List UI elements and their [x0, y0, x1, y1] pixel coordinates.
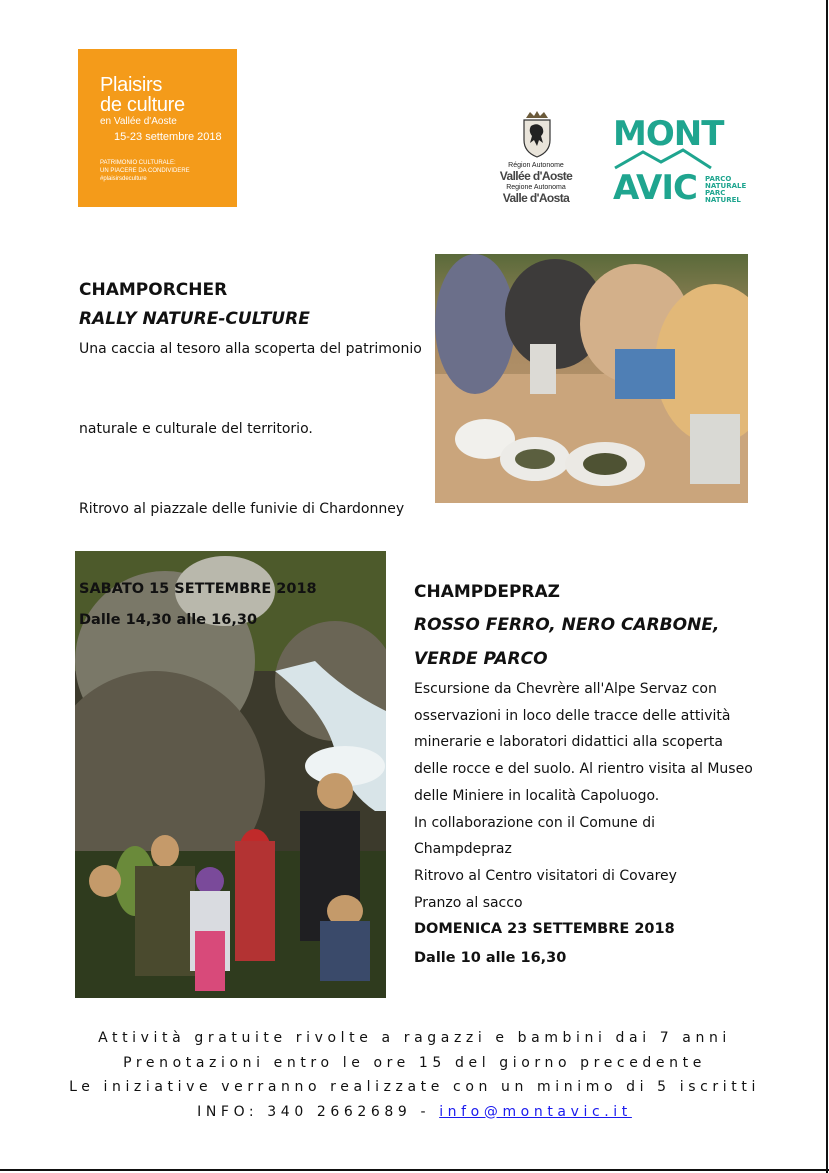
- page-border-right: [826, 0, 828, 1173]
- event-date: DOMENICA 23 SETTEMBRE 2018: [414, 921, 675, 938]
- region-crest-icon: [520, 110, 554, 158]
- footer-phone: INFO: 340 2662689 -: [197, 1103, 440, 1120]
- festival-logo-tag1: PATRIMONIO CULTURALE:: [100, 160, 176, 166]
- children-microscope-photo: [435, 254, 748, 503]
- region-logo-line1: Région Autonome: [508, 162, 564, 169]
- event-place: CHAMPDEPRAZ: [414, 582, 560, 602]
- event-time: Dalle 14,30 alle 16,30: [79, 612, 258, 628]
- footer-line1: Attività gratuite rivolte a ragazzi e bambini dai 7 anni: [98, 1030, 731, 1046]
- park-logo-tag3: PARC: [705, 189, 726, 197]
- event-description-line: Ritrovo al piazzale delle funivie di Chardonney: [79, 501, 405, 517]
- plaisirs-de-culture-logo: [78, 49, 237, 207]
- event-description-line: delle rocce e del suolo. Al rientro visita al Museo: [414, 761, 753, 778]
- festival-logo-line3: en Vallée d'Aoste: [100, 116, 177, 127]
- event-description-line: Ritrovo al Centro visitatori di Covarey: [414, 867, 677, 884]
- park-logo-line2: AVIC: [613, 168, 697, 208]
- event-title-line: ROSSO FERRO, NERO CARBONE,: [414, 615, 720, 635]
- event-champorcher: [79, 278, 424, 634]
- footer-line3: Le iniziative verranno realizzate con un minimo di 5 iscritti: [69, 1079, 760, 1095]
- event-description-line: In collaborazione con il Comune di: [414, 814, 655, 831]
- park-logo-tag1: PARCO: [705, 175, 732, 183]
- email-link[interactable]: info@montavic.it: [439, 1103, 632, 1120]
- mont-avic-park-logo: [613, 114, 753, 210]
- mountain-peak-icon: [613, 148, 713, 170]
- event-description-line: Escursione da Chevrère all'Alpe Servaz con: [414, 681, 717, 697]
- festival-logo-tag2: UN PIACERE DA CONDIVIDERE: [100, 168, 190, 174]
- event-place: CHAMPORCHER: [79, 280, 228, 300]
- footer-line2: Prenotazioni entro le ore 15 del giorno precedente: [123, 1054, 706, 1071]
- footer-contact: [0, 1100, 829, 1125]
- event-description-line: Pranzo al sacco: [414, 894, 523, 911]
- event-description-line: osservazioni in loco delle tracce delle attività: [414, 707, 731, 724]
- event-time: Dalle 10 alle 16,30: [414, 950, 567, 967]
- festival-logo-dates: 15-23 settembre 2018: [114, 131, 222, 143]
- event-date: SABATO 15 SETTEMBRE 2018: [79, 581, 317, 597]
- festival-logo-line1: Plaisirs: [100, 74, 163, 96]
- event-champdepraz: [414, 580, 774, 972]
- festival-logo-hashtag: #plaisirsdeculture: [100, 176, 147, 182]
- park-logo-tag4: NATUREL: [705, 196, 741, 204]
- park-logo-tag2: NATURALE: [705, 182, 747, 190]
- festival-logo-line2: de culture: [100, 94, 185, 116]
- footer-info: [0, 1026, 829, 1124]
- event-description-line: minerarie e laboratori didattici alla scoperta: [414, 734, 723, 751]
- event-description-line: Una caccia al tesoro alla scoperta del patrimonio: [79, 341, 422, 357]
- event-description-line: Champdepraz: [414, 841, 512, 858]
- region-valle-d-aosta-logo: [496, 110, 576, 208]
- event-title: RALLY NATURE-CULTURE: [79, 309, 310, 329]
- event-title-line: VERDE PARCO: [414, 649, 548, 669]
- event-description-line: delle Miniere in località Capoluogo.: [414, 787, 660, 804]
- event-description-line: naturale e culturale del territorio.: [79, 421, 313, 437]
- region-logo-line4: Valle d'Aosta: [502, 191, 570, 205]
- region-logo-line3: Regione Autonoma: [506, 184, 566, 191]
- region-logo-line2: Vallée d'Aoste: [499, 169, 573, 183]
- page-border-bottom: [0, 1169, 829, 1171]
- park-logo-line1: MONT: [613, 114, 724, 154]
